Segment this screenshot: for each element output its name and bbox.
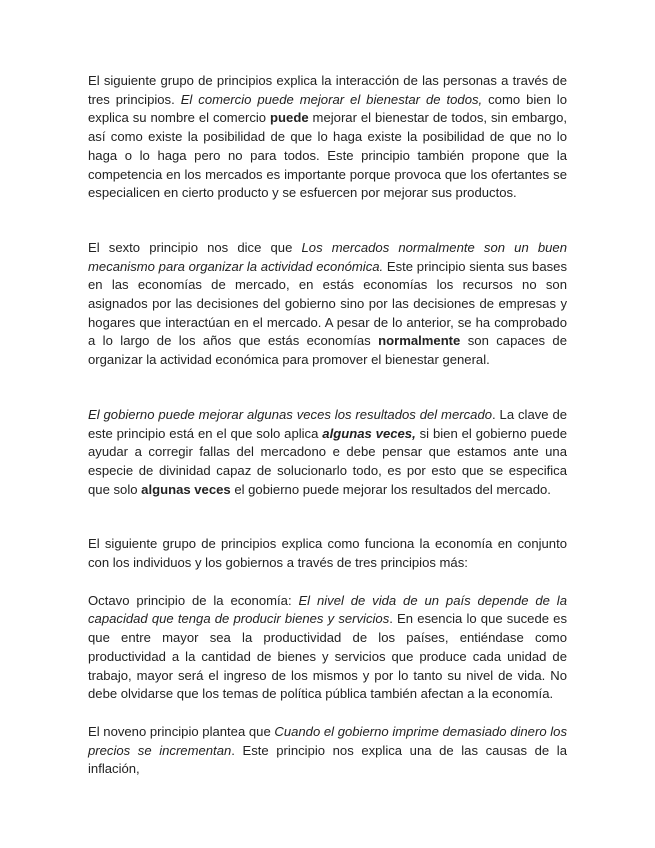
principle-title-italic: El comercio puede mejorar el bienestar de todos, — [180, 91, 483, 107]
paragraph-gap — [88, 573, 567, 592]
paragraph-gap — [88, 203, 567, 239]
text-run: El siguiente grupo de principios explica la interacción de las personas a través de tres principios. — [88, 73, 567, 107]
text-run: como bien lo explica su nombre el comercio — [88, 91, 567, 126]
principle-title-italic: Los mercados normalmente son un buen mecanismo para organizar la actividad económica. — [88, 239, 567, 274]
paragraph-comercio — [88, 72, 567, 203]
principle-title-italic: El nivel de vida de un país depende de la capacidad que tenga de producir bienes y servicios — [88, 592, 567, 627]
text-run: El sexto principio nos dice que — [88, 239, 302, 255]
paragraph-gobierno — [88, 406, 567, 500]
text-run: Octavo principio de la economía: — [88, 592, 299, 608]
text-run: el gobierno puede mejorar los resultados del mercado. — [230, 481, 551, 497]
paragraph-gap — [88, 370, 567, 406]
emphasis-bold: normalmente — [378, 333, 461, 349]
text-run: Este principio sienta sus bases en las economías de mercado, en estás economías los recursos no son asignados por las decisiones del gobierno sino por las decisiones de empresas y hogares que interactúan en el mercado. A pesar de lo anterior, se ha comprobado a lo largo de los años que estás economías — [88, 258, 567, 349]
paragraph-gap — [88, 704, 567, 723]
emphasis-bold: algunas veces — [141, 481, 231, 497]
emphasis-italic: algunas veces, — [322, 425, 416, 441]
emphasis-bold-italic — [322, 426, 415, 441]
principle-title-italic: El gobierno puede mejorar algunas veces los resultados del mercado — [88, 406, 493, 422]
paragraph-octavo-principio — [88, 592, 567, 704]
paragraph-gap — [88, 499, 567, 535]
emphasis-bold: puede — [270, 110, 309, 126]
text-run: si bien el gobierno puede ayudar a corregir fallas del mercadono e debe pensar que estamos ante una especie de divinidad capaz de solucionarlo todo, es por esto que se especifica que solo — [88, 425, 568, 497]
text-run: mejorar el bienestar de todos, sin embargo, así como existe la posibilidad de que lo haga existe la posibilidad de que no lo haga o lo haga pero no para todos. Este principio también propone que la competencia en los mercados es importante porque provoca que los ofertantes se especialicen en cierto producto y se esfuercen por mejorar sus productos. — [88, 110, 567, 201]
text-run: . Este principio nos explica una de las causas de la inflación, — [88, 742, 567, 777]
paragraph-grupo-principios — [88, 535, 567, 572]
paragraph-noveno-principio — [88, 723, 567, 779]
text-run: . La clave de este principio está en el que solo aplica — [88, 406, 568, 441]
principle-title-italic: Cuando el gobierno imprime demasiado dinero los precios se incrementan — [88, 723, 567, 758]
text-run: El noveno principio plantea que — [88, 723, 275, 739]
text-run: . En esencia lo que sucede es que entre mayor sea la productividad de los países, entiéndase como productividad a la cantidad de bienes y servicios que produce cada unidad de trabajo, mayor será el ingreso de los mismos y por lo tanto su nivel de vida. No debe olvidarse que los temas de política pública también afectan a la economía. — [88, 611, 567, 702]
paragraph-sexto-principio — [88, 239, 567, 370]
text-run: El siguiente grupo de principios explica como funciona la economía en conjunto con los individuos y los gobiernos a través de tres principios más: — [88, 536, 567, 571]
text-run: son capaces de organizar la actividad económica para promover el bienestar general. — [88, 333, 567, 368]
